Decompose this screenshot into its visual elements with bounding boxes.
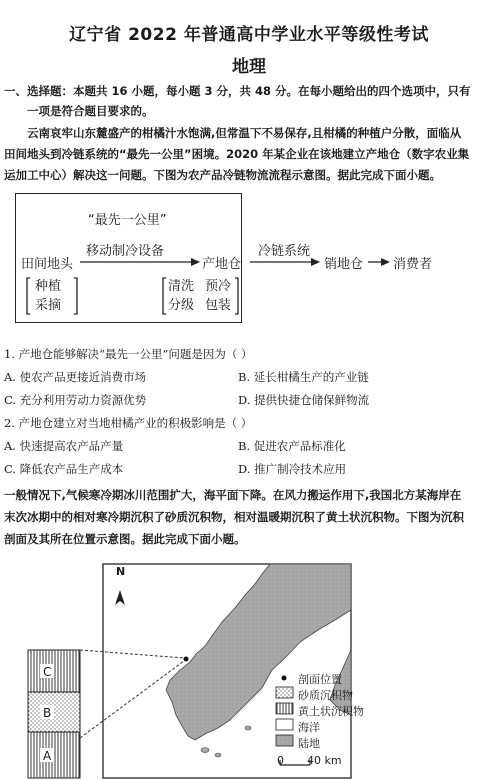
section-instruction-line2: 一项是符合题目要求的。 <box>27 104 154 118</box>
legend-profile-symbol <box>282 676 287 681</box>
flow-arrows <box>0 0 498 340</box>
origin-sub-precooling: 预冷 <box>205 279 232 294</box>
passage2-line2: 末次冰期中的相对寒冷期沉积了砂质沉积物，相对温暖期沉积了黄土状沉积物。下图为沉积 <box>4 510 464 524</box>
field-sub-picking: 采摘 <box>35 298 62 313</box>
island-3 <box>245 726 251 730</box>
legend-ocean-label: 海洋 <box>298 721 320 734</box>
passage1-line1: 云南哀牢山东麓盛产的柑橘汁水饱满,但常温下不易保存,且柑橘的种植户分散，面临从 <box>27 126 462 140</box>
sediment-column <box>28 650 80 778</box>
origin-warehouse-label: 产地仓 <box>202 257 242 272</box>
first-km-label: “最先一公里” <box>88 213 167 228</box>
q1-stem: 1. 产地仓能够解决“最先一公里”问题是因为（ ） <box>4 347 253 361</box>
exam-title: 辽宁省 2022 年普通高中学业水平等级性考试 <box>69 25 429 45</box>
scale-distance-label: 40 km <box>307 754 342 767</box>
section-instruction-line1: 一、选择题：本题共 16 小题，每小题 3 分，共 48 分。在每小题给出的四个选项中，只有 <box>4 84 471 98</box>
passage2-line1: 一般情况下,气候寒冷期冰川范围扩大，海平面下降。在风力搬运作用下,我国北方某海岸在 <box>4 488 462 502</box>
field-sub-planting: 种植 <box>35 279 62 294</box>
q2-option-a[interactable]: A. 快速提高农产品产量 <box>4 439 124 453</box>
exam-subject: 地理 <box>232 57 266 77</box>
q1-option-d[interactable]: D. 提供快捷仓储保鲜物流 <box>238 393 370 407</box>
q1-option-a[interactable]: A. 使农产品更接近消费市场 <box>4 370 147 384</box>
passage1-line3: 运加工中心）解决这一问题。下图为农产品冷链物流流程示意图。据此完成下面小题。 <box>4 168 441 182</box>
island-1 <box>201 748 209 753</box>
legend-ocean-symbol <box>276 719 293 730</box>
island-2 <box>215 753 221 757</box>
legend-loess-symbol <box>276 703 293 714</box>
sediment-map-figure <box>0 550 498 780</box>
q2-option-d[interactable]: D. 推广制冷技术应用 <box>238 462 347 476</box>
layer-a-label: A <box>43 749 52 763</box>
sales-warehouse-label: 销地仓 <box>324 257 364 272</box>
cold-chain-label: 冷链系统 <box>258 244 311 259</box>
scale-zero-label: 0 <box>277 754 284 767</box>
north-label: N <box>116 565 126 578</box>
legend-sand-label: 砂质沉积物 <box>298 689 353 702</box>
origin-sub-grading: 分级 <box>168 298 195 313</box>
field-label: 田间地头 <box>21 257 74 272</box>
profile-location-dot <box>184 657 189 662</box>
q2-option-b[interactable]: B. 促进农产品标准化 <box>238 439 346 453</box>
q1-option-c[interactable]: C. 充分利用劳动力资源优势 <box>4 393 147 407</box>
q1-option-b[interactable]: B. 延长柑橘生产的产业链 <box>238 370 369 384</box>
mobile-cooling-label: 移动制冷设备 <box>86 244 165 259</box>
legend-loess-label: 黄土状沉积物 <box>298 705 364 718</box>
q2-option-c[interactable]: C. 降低农产品生产成本 <box>4 462 124 476</box>
passage1-line2: 田间地头到冷链系统的“最先一公里”困境。2020 年某企业在该地建立产地仓（数字农业集 <box>4 147 470 161</box>
passage2-line3: 剖面及其所在位置示意图。据此完成下面小题。 <box>4 532 246 546</box>
origin-sub-packing: 包装 <box>205 298 232 313</box>
legend-land-label: 陆地 <box>298 737 320 750</box>
legend-profile-label: 剖面位置 <box>298 673 342 686</box>
layer-c-label: C <box>43 665 52 679</box>
legend-sand-symbol <box>276 687 293 698</box>
legend-land-symbol <box>276 735 293 746</box>
q2-stem: 2. 产地仓建立对当地柑橘产业的积极影响是（ ） <box>4 416 253 430</box>
origin-sub-washing: 清洗 <box>168 279 195 294</box>
consumer-label: 消费者 <box>393 257 433 272</box>
layer-b-label: B <box>43 706 52 720</box>
